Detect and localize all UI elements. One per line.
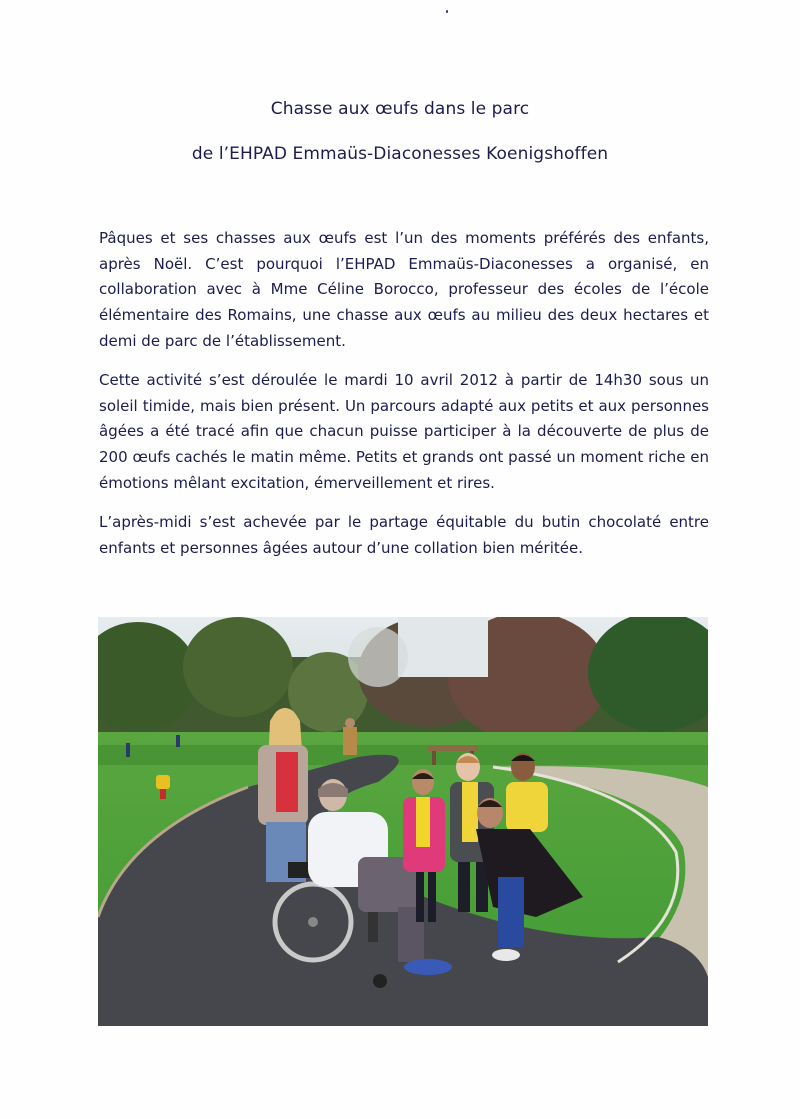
document-title-line-2: de l’EHPAD Emmaüs-Diaconesses Koenigshoffen [191, 144, 609, 164]
document-title-line-1: Chasse aux œufs dans le parc [270, 99, 530, 119]
paragraph-3: L’après-midi s’est achevée par le partage équitable du butin chocolaté entre enfants et personnes âgées autour d’une collation bien méritée. [99, 513, 709, 557]
event-photo-illustration [98, 617, 708, 1026]
event-photo [98, 617, 708, 1026]
scan-speck [446, 10, 448, 13]
paragraph-2: Cette activité s’est déroulée le mardi 10 avril 2012 à partir de 14h30 sous un soleil timide, mais bien présent. Un parcours adapté aux petits et aux personnes âgées a été tracé afin que chacun puisse participer à la découverte de plus de 200 œufs cachés le matin même. Petits et grands ont passé un moment riche en émotions mêlant excitation, émerveillement et rires. [99, 371, 709, 492]
paragraph-1: Pâques et ses chasses aux œufs est l’un des moments préférés des enfants, après Noël. C’est pourquoi l’EHPAD Emmaüs-Diaconesses a organisé, en collaboration avec à Mme Céline Borocco, professeur des écoles de l’école élémentaire des Romains, une chasse aux œufs au milieu des deux hectares et demi de parc de l’établissement. [99, 229, 709, 350]
